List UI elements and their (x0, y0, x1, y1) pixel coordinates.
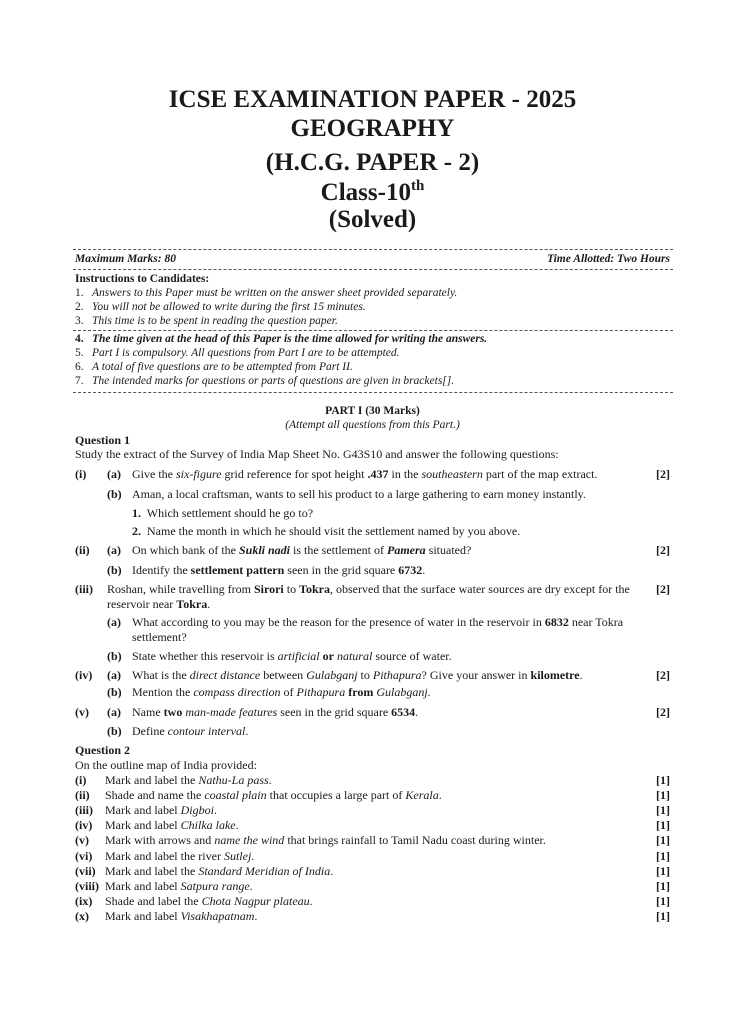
item-number: (i) (75, 773, 87, 787)
marks: [2] (656, 582, 670, 596)
question-2-item (75, 879, 670, 894)
item-number: (ix) (75, 893, 93, 908)
question-text: Aman, a local craftsman, wants to sell his product to a large gathering to earn money instantly. (132, 487, 586, 501)
item-letter: (b) (107, 563, 122, 577)
question-text: Define contour interval. (132, 724, 249, 738)
item-number: (iv) (75, 668, 93, 682)
question-text: What is the direct distance between Gulabganj to Pithapura? Give your answer in kilometre. (132, 668, 583, 682)
marks: [1] (656, 848, 670, 863)
question-text: Shade and label the Chota Nagpur plateau. (105, 893, 313, 908)
question-text: What according to you may be the reason for the presence of water in the reservoir in 6832 near Tokra settlement? (132, 615, 624, 644)
divider (73, 392, 673, 393)
divider (73, 249, 673, 250)
question-1-intro: Study the extract of the Survey of India Map Sheet No. G43S10 and answer the following questions: (75, 447, 559, 461)
solved-label: (Solved) (328, 206, 417, 233)
question-2-item (75, 909, 670, 924)
item-letter: (a) (107, 615, 121, 629)
question-text: Mark and label Digboi. (105, 803, 217, 818)
marks: [1] (656, 773, 670, 787)
class-title: Class-10th (320, 178, 425, 206)
question-text: Mark and label the Nathu-La pass. (105, 773, 272, 787)
question-text: Mark and label the river Sutlej. (105, 848, 255, 863)
instruction-item: 3. This time is to be spent in reading the question paper. (75, 315, 338, 327)
item-number: (viii) (75, 878, 99, 893)
marks: [2] (656, 543, 670, 557)
question-text: State whether this reservoir is artificial or natural source of water. (132, 649, 452, 663)
item-letter: (a) (107, 543, 121, 557)
question-2-heading: Question 2 (75, 743, 131, 757)
question-2-intro: On the outline map of India provided: (75, 758, 257, 772)
item-letter: (a) (107, 668, 121, 682)
item-letter: (a) (107, 467, 121, 481)
item-number: (iii) (75, 803, 93, 818)
marks: [1] (656, 818, 670, 833)
instruction-item: 1. Answers to this Paper must be written on the answer sheet provided separately. (75, 287, 458, 299)
item-number: (v) (75, 705, 89, 719)
question-text: Roshan, while travelling from Sirori to Tokra, observed that the surface water sources are dry except for the reservoir near Tokra. (107, 582, 630, 611)
question-1-heading: Question 1 (75, 433, 131, 447)
paper-title: ICSE EXAMINATION PAPER - 2025 (168, 86, 577, 113)
question-text: Mention the compass direction of Pithapura from Gulabganj. (132, 685, 431, 699)
instruction-item: 7. The intended marks for questions or parts of questions are given in brackets[]. (75, 375, 455, 387)
question-2-item (75, 849, 670, 864)
item-letter: (a) (107, 705, 121, 719)
question-2-item (75, 773, 670, 788)
question-text: Mark with arrows and name the wind that brings rainfall to Tamil Nadu coast during winter. (105, 833, 546, 848)
item-letter: (b) (107, 724, 122, 738)
marks: [1] (656, 908, 670, 923)
item-number: (ii) (75, 543, 90, 557)
item-number: (x) (75, 908, 89, 923)
time-allotted: Time Allotted: Two Hours (547, 253, 670, 265)
item-number: (iii) (75, 582, 93, 596)
question-2-item (75, 818, 670, 833)
marks: [1] (656, 878, 670, 893)
question-2-item (75, 894, 670, 909)
question-text: Mark and label the Standard Meridian of India. (105, 863, 334, 878)
marks: [1] (656, 788, 670, 803)
item-number: (vii) (75, 863, 96, 878)
question-2-item (75, 788, 670, 803)
part-subheading: (Attempt all questions from this Part.) (285, 419, 460, 431)
item-number: (v) (75, 833, 89, 848)
question-text: Shade and name the coastal plain that occupies a large part of Kerala. (105, 788, 442, 803)
subject-title: GEOGRAPHY (290, 115, 455, 142)
item-letter: (b) (107, 487, 122, 501)
instruction-item: 6. A total of five questions are to be attempted from Part II. (75, 361, 353, 373)
question-text: On which bank of the Sukli nadi is the settlement of Pamera situated? (132, 543, 472, 557)
divider (73, 269, 673, 270)
part-heading: PART I (30 Marks) (325, 405, 420, 417)
question-2-item (75, 864, 670, 879)
instruction-item: 2. You will not be allowed to write during the first 15 minutes. (75, 301, 366, 313)
question-text: 2. Name the month in which he should visit the settlement named by you above. (132, 524, 521, 538)
instruction-item: 4. The time given at the head of this Paper is the time allowed for writing the answers. (75, 333, 488, 345)
question-text: 1. Which settlement should he go to? (132, 506, 314, 520)
marks: [2] (656, 705, 670, 719)
item-number: (vi) (75, 848, 93, 863)
marks: [2] (656, 467, 670, 481)
question-text: Mark and label Visakhapatnam. (105, 908, 258, 923)
item-letter: (b) (107, 685, 122, 699)
question-text: Name two man-made features seen in the grid square 6534. (132, 705, 419, 719)
divider (73, 330, 673, 331)
question-text: Mark and label Chilka lake. (105, 818, 239, 833)
marks: [1] (656, 863, 670, 878)
item-number: (iv) (75, 818, 93, 833)
item-number: (i) (75, 467, 87, 481)
marks: [1] (656, 893, 670, 908)
item-letter: (b) (107, 649, 122, 663)
marks: [1] (656, 803, 670, 818)
marks: [1] (656, 833, 670, 848)
instructions-heading: Instructions to Candidates: (75, 273, 210, 285)
question-text: Mark and label Satpura range. (105, 878, 253, 893)
instruction-item: 5. Part I is compulsory. All questions from Part I are to be attempted. (75, 347, 400, 359)
question-2-item (75, 803, 670, 818)
question-text: Identify the settlement pattern seen in the grid square 6732. (132, 563, 426, 577)
question-text: Give the six-figure grid reference for spot height .437 in the southeastern part of the map extract. (132, 467, 598, 481)
question-2-item (75, 833, 670, 848)
item-number: (ii) (75, 788, 90, 803)
paper-code: (H.C.G. PAPER - 2) (265, 149, 480, 176)
marks: [2] (656, 668, 670, 682)
max-marks: Maximum Marks: 80 (75, 253, 176, 265)
